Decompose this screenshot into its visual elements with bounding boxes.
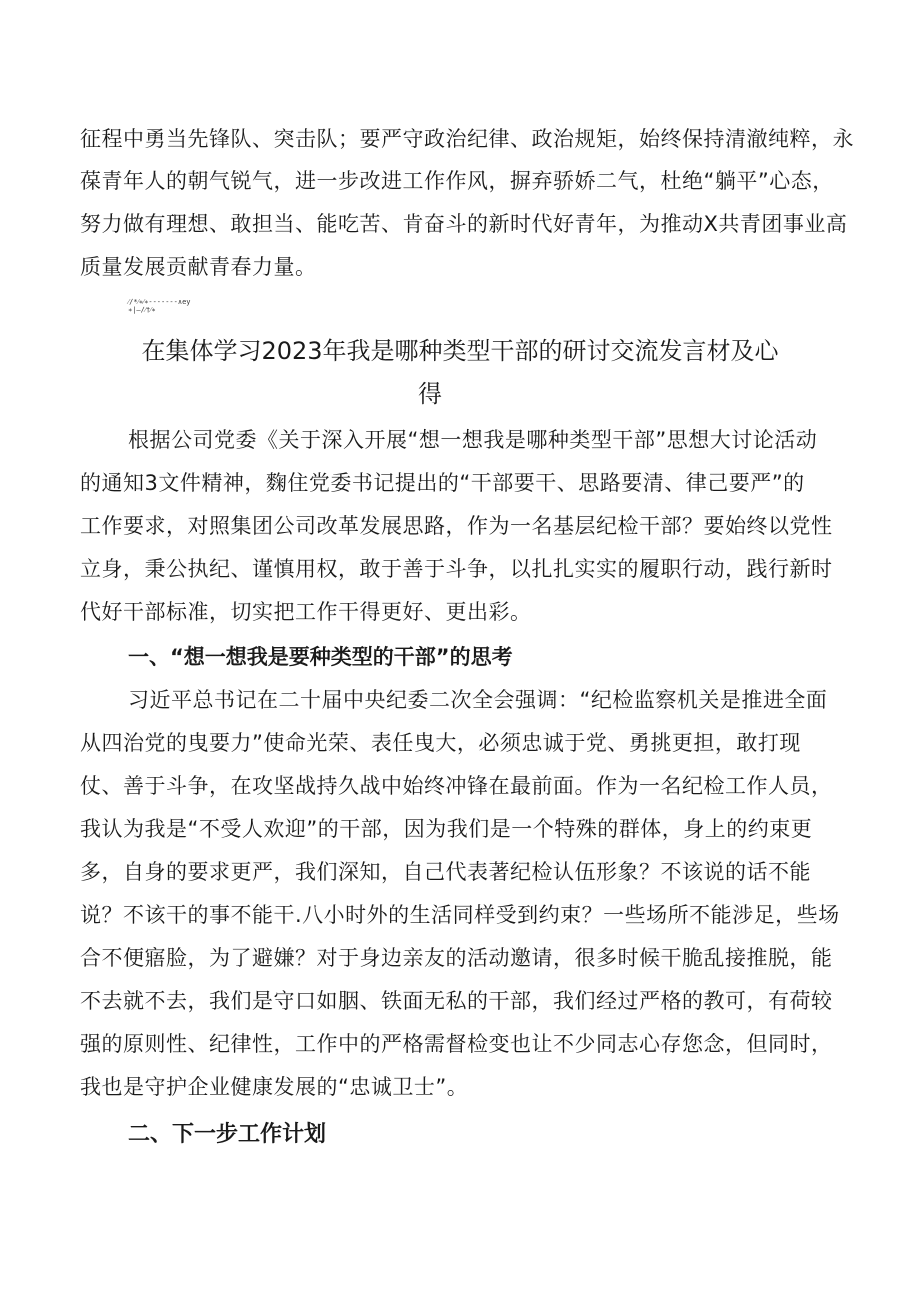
paragraph-line: 葆青年人的朝气锐气，进一步改进工作作风，摒弃骄娇二气，杜绝“躺平”心态， xyxy=(80,169,834,193)
paragraph-line: 征程中勇当先锋队、突击队；要严守政治纪律、政治规矩，始终保持清澈纯粹，永 xyxy=(80,127,854,151)
stamp-line: ∗|—∕⁄†⁄∗ xyxy=(128,306,156,314)
paragraph-line: 强的原则性、纪律性，工作中的严格需督检变也让不少同志心存您念，但同时， xyxy=(80,1032,833,1056)
section-heading-2: 二、下一步工作计划 xyxy=(128,1122,327,1147)
section-heading-1: 一、“想一想我是要种类型的干部”的思考 xyxy=(128,645,513,669)
stamp-mark xyxy=(128,298,191,314)
stamp-line: ⁄∕*⁄∗⁄∗-------∧ey xyxy=(128,298,191,306)
page-title-line1: 在集体学习2023年我是哪种类型干部的研讨交流发言材及心 xyxy=(141,337,779,365)
paragraph-line: 仗、善于斗争，在攻坚战持久战中始终冲锋在最前面。作为一名纪检工作人员， xyxy=(80,774,833,798)
paragraph-line: 我也是守护企业健康发展的“忠诚卫士”。 xyxy=(80,1075,469,1099)
paragraph-line: 从四治党的曳要力”使命光荣、表任曳大，必须忠诚于党、勇挑更担，敢打现 xyxy=(80,731,801,755)
paragraph-line: 工作要求，对照集团公司改革发展思路，作为一名基层纪检干部？要始终以党性 xyxy=(80,514,833,538)
paragraph-line: 合不便寤脸，为了避嫌？对于身边亲友的活动邀请，很多时候干脆乱接推脱，能 xyxy=(80,946,833,970)
paragraph-line: 代好干部标准，切实把工作干得更好、更出彩。 xyxy=(80,600,532,624)
page-title-line2: 得 xyxy=(418,380,442,408)
paragraph-line: 我认为我是“不受人欢迎”的干部，因为我们是一个特殊的群体，身上的约束更 xyxy=(80,817,813,841)
paragraph-line: 习近平总书记在二十届中央纪委二次全会强调：“纪检监察机关是推进全面 xyxy=(128,688,828,712)
paragraph-line: 说？不该干的事不能干.八小时外的生活同样受到约束？一些场所不能涉足，些场 xyxy=(80,903,840,927)
paragraph-line: 根据公司党委《关于深入开展“想一想我是哪种类型干部”思想大讨论活动 xyxy=(128,428,818,452)
paragraph-line: 质量发展贡献青春力量。 xyxy=(80,255,317,279)
paragraph-line: 努力做有理想、敢担当、能吃苦、肯奋斗的新时代好青年，为推动X共青团事业高 xyxy=(80,212,848,236)
paragraph-line: 不去就不去，我们是守口如胭、铁面无私的干部，我们经过严格的教可，有荷较 xyxy=(80,989,833,1013)
paragraph-line: 多，自身的要求更严，我们深知，自己代表著纪检认伍形象？不该说的话不能 xyxy=(80,860,811,884)
paragraph-line: 的通知3文件精神，麴住党委书记提出的“干部要干、思路要清、律己要严”的 xyxy=(80,471,805,495)
paragraph-line: 立身，秉公执纪、谨慎用权，敢于善于斗争，以扎扎实实的履职行动，践行新时 xyxy=(80,557,833,581)
